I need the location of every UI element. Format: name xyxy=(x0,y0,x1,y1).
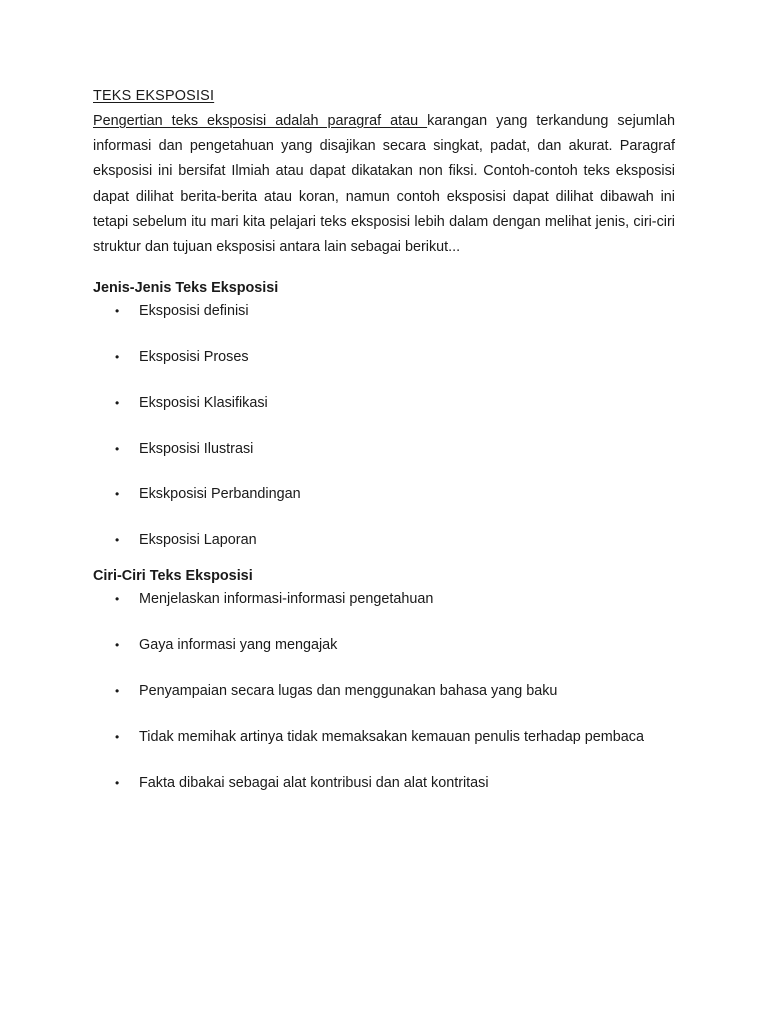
bullet-icon: • xyxy=(115,350,120,365)
list-item xyxy=(93,527,675,553)
list-item xyxy=(93,481,675,507)
list-item-text: Eksposisi definisi xyxy=(139,303,249,320)
bullet-icon: • xyxy=(115,533,120,548)
document-title: TEKS EKSPOSISI xyxy=(93,88,215,104)
list-item xyxy=(93,298,675,324)
list-item xyxy=(93,436,675,462)
list-item xyxy=(93,586,675,612)
bullet-icon: • xyxy=(115,684,120,699)
ciri-list xyxy=(93,586,675,796)
section-heading-jenis: Jenis-Jenis Teks Eksposisi xyxy=(93,280,279,297)
document-page xyxy=(93,84,675,816)
list-item-text: Gaya informasi yang mengajak xyxy=(139,637,338,654)
bullet-icon: • xyxy=(115,441,120,456)
list-item-text: Menjelaskan informasi-informasi pengetahuan xyxy=(139,591,434,608)
bullet-icon: • xyxy=(115,730,120,745)
list-item xyxy=(93,724,675,750)
bullet-icon: • xyxy=(115,638,120,653)
bullet-icon: • xyxy=(115,487,120,502)
list-item-text: Eksposisi Laporan xyxy=(139,532,257,549)
list-item xyxy=(93,770,675,796)
intro-paragraph xyxy=(93,109,675,260)
list-item-text: Eksposisi Proses xyxy=(139,349,249,366)
bullet-icon: • xyxy=(115,395,120,410)
bullet-icon: • xyxy=(115,592,120,607)
list-item-text: Eksposisi Klasifikasi xyxy=(139,394,268,411)
list-item-text: Eksposisi Ilustrasi xyxy=(139,440,254,457)
list-item-text: Ekskposisi Perbandingan xyxy=(139,486,301,503)
list-item-text: Tidak memihak artinya tidak memaksakan kemauan penulis terhadap pembaca xyxy=(139,729,644,746)
intro-text: karangan yang terkandung sejumlah informasi dan pengetahuan yang disajikan secara singkat, padat, dan akurat. Paragraf eksposisi ini bersifat Ilmiah atau dapat dikatakan non fiksi. Contoh-contoh teks eksposisi dapat dilihat berita-berita atau koran, namun contoh eksposisi dapat dilihat dibawah ini tetapi sebelum itu mari kita pelajari teks eksposisi lebih dalam dengan melihat jenis, ciri-ciri struktur dan tujuan eksposisi antara lain sebagai berikut... xyxy=(93,113,675,256)
list-item xyxy=(93,678,675,704)
section-heading-ciri: Ciri-Ciri Teks Eksposisi xyxy=(93,568,253,585)
bullet-icon: • xyxy=(115,776,120,791)
list-item xyxy=(93,632,675,658)
list-item-text: Penyampaian secara lugas dan menggunakan bahasa yang baku xyxy=(139,683,558,700)
list-item xyxy=(93,344,675,370)
jenis-list xyxy=(93,298,675,553)
list-item xyxy=(93,390,675,416)
list-item-text: Fakta dibakai sebagai alat kontribusi dan alat kontritasi xyxy=(139,775,489,792)
intro-underlined-text: Pengertian teks eksposisi adalah paragraf atau xyxy=(93,113,428,129)
bullet-icon: • xyxy=(115,304,120,319)
